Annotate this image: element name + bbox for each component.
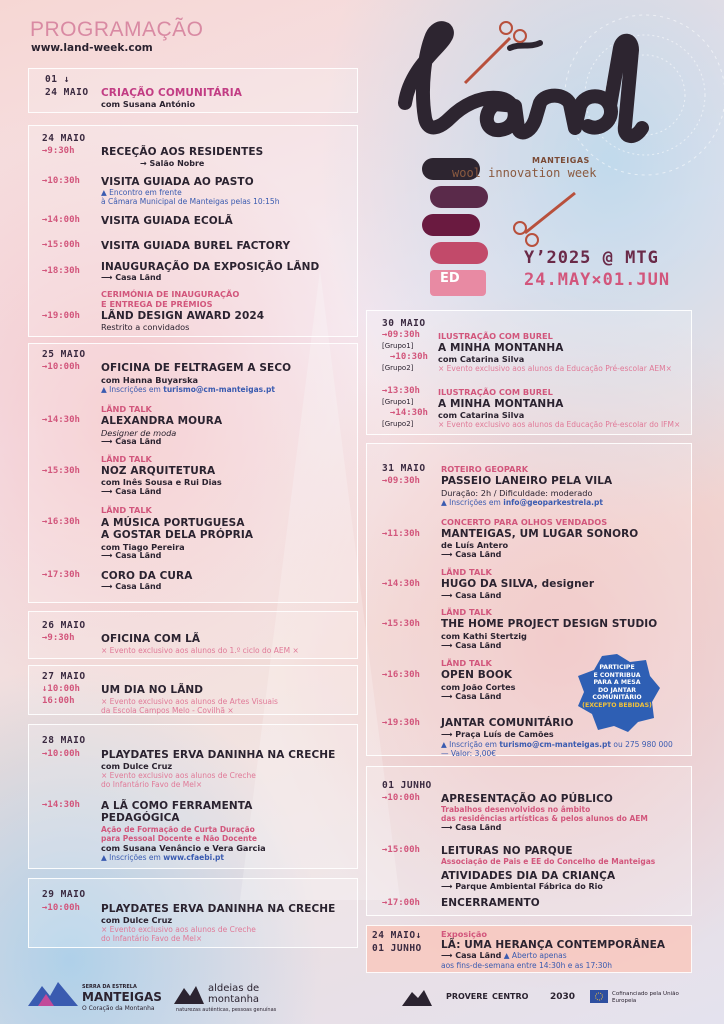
event-title: LÃND DESIGN AWARD 2024 — [101, 310, 265, 322]
event-time: →18:30h — [42, 266, 80, 276]
event-title: OFICINA COM LÃ — [101, 633, 201, 645]
event-time: →10:00h — [42, 903, 80, 913]
event-location: ⟶ Casa Lãnd — [101, 551, 162, 560]
event-category: ILUSTRAÇÃO COM BUREL — [438, 387, 553, 397]
event-category: LÃND TALK — [441, 607, 492, 617]
event-title: UM DIA NO LÃND — [101, 684, 204, 696]
event-title: VISITA GUIADA BUREL FACTORY — [101, 240, 291, 252]
event-detail: Duração: 2h / Dificuldade: moderado — [441, 488, 593, 498]
event-note: × Evento exclusivo aos alunos de Creche — [101, 771, 256, 780]
event-category: LÃND TALK — [101, 404, 152, 414]
event-time: →14:30h — [42, 415, 80, 425]
event-time: →10:00h — [382, 793, 420, 803]
event-category: CERIMÓNIA DE INAUGURAÇÃO — [101, 289, 240, 299]
event-price: — Valor: 3,00€ — [441, 749, 497, 758]
event-location: ⟶ Casa Lãnd — [101, 273, 162, 282]
event-title: VISITA GUIADA ECOLÃ — [101, 215, 233, 227]
event-category: CONCERTO PARA OLHOS VENDADOS — [441, 517, 608, 527]
event-location: ⟶ Casa Lãnd — [101, 437, 162, 446]
event-time: →09:30h — [382, 476, 420, 486]
event-time: →17:30h — [42, 570, 80, 580]
event-time: →15:00h — [382, 845, 420, 855]
event-note — [441, 498, 603, 507]
event-title: ENCERRAMENTO — [441, 897, 540, 909]
inscription-label: ▲ Inscrições em — [101, 853, 161, 862]
event-category: Exposição — [441, 929, 488, 939]
event-title: PLAYDATES ERVA DANINHA NA CRECHE — [101, 903, 336, 915]
event-location: ⟶ Casa Lãnd — [441, 951, 502, 960]
badge-line: DO JANTAR — [597, 686, 637, 694]
event-location-row — [441, 951, 567, 960]
event-title: THE HOME PROJECT DESIGN STUDIO — [441, 618, 658, 630]
badge-line: COMUNITÁRIO — [592, 694, 642, 701]
event-time: →10:30h — [42, 176, 80, 186]
event-host: de Luís Antero — [441, 540, 509, 550]
event-time: →14:30h — [382, 579, 420, 589]
badge-line: E CONTRIBUA — [593, 671, 641, 679]
event-title: A MINHA MONTANHA — [438, 342, 564, 354]
event-title: JANTAR COMUNITÁRIO — [441, 717, 574, 729]
aldeias-logo-name: montanha — [208, 994, 260, 1005]
event-category: para Pessoal Docente e Não Docente — [101, 834, 257, 843]
event-host: Designer de moda — [101, 428, 177, 438]
event-host: com Hanna Buyarska — [101, 375, 199, 385]
event-time: →15:30h — [382, 619, 420, 629]
inscription-label: ▲ Inscrições em — [101, 385, 161, 394]
event-time: →19:00h — [42, 311, 80, 321]
inscription-label: ▲ Inscrição em — [441, 740, 497, 749]
event-host: com Susana Venâncio e Vera Garcia — [101, 843, 266, 853]
partner-mountain-logo — [402, 988, 432, 1006]
event-time: →9:30h — [42, 633, 75, 643]
event-location: ⟶ Casa Lãnd — [101, 582, 162, 591]
event-category: LÃND TALK — [101, 454, 152, 464]
event-note: × Evento exclusivo aos alunos da Educação Pré-escolar AEM× — [438, 364, 672, 373]
event-title: A MINHA MONTANHA — [438, 398, 564, 410]
event-location: → Salão Nobre — [140, 159, 205, 168]
badge-line: PARA A MESA — [593, 679, 641, 686]
event-title: OFICINA DE FELTRAGEM A SECO — [101, 362, 292, 374]
event-title: RECEÇÃO AOS RESIDENTES — [101, 146, 264, 158]
event-time: →11:30h — [382, 529, 420, 539]
event-host: com Inês Sousa e Rui Dias — [101, 477, 222, 487]
partner-eu-text: Cofinanciado pela União Europeia — [612, 991, 679, 1004]
event-host: com Kathi Stertzig — [441, 631, 527, 641]
day-label: 01 JUNHO — [382, 780, 432, 791]
event-host: com Susana António — [101, 99, 196, 109]
event-title: LÃ: UMA HERANÇA CONTEMPORÂNEA — [441, 939, 666, 951]
event-group: [Grupo2] — [382, 364, 414, 372]
event-time: →17:00h — [382, 898, 420, 908]
day-label: 24 MAIO — [42, 133, 86, 144]
event-location: ⟶ Casa Lãnd — [441, 692, 502, 701]
event-note: × Evento exclusivo aos alunos da Educação Pré-escolar do IFM× — [438, 420, 681, 429]
event-title: ATIVIDADES DIA DA CRIANÇA — [441, 870, 616, 882]
event-location: ⟶ Casa Lãnd — [441, 591, 502, 600]
day-label: 27 MAIO — [42, 671, 86, 682]
event-time: →10:00h — [42, 749, 80, 759]
event-time: →16:30h — [382, 670, 420, 680]
event-time: →13:30h — [382, 386, 420, 396]
event-host: com Catarina Silva — [438, 410, 525, 420]
inscription-link[interactable]: www.cfaebi.pt — [163, 853, 225, 862]
event-title: LEITURAS NO PARQUE — [441, 845, 573, 857]
manteigas-logo-top: SERRA DA ESTRELA — [82, 984, 137, 990]
event-time: →10:00h — [42, 362, 80, 372]
event-note: à Câmara Municipal de Manteigas pelas 10:15h — [101, 197, 280, 206]
event-time: →19:30h — [382, 718, 420, 728]
event-title: PEDAGÓGICA — [101, 812, 180, 824]
event-host: com João Cortes — [441, 682, 516, 692]
event-note — [101, 853, 224, 862]
day-label: 26 MAIO — [42, 620, 86, 631]
manteigas-logo-name: MANTEIGAS — [82, 990, 162, 1004]
aldeias-logo-sub: naturezas autênticas, pessoas genuínas — [176, 1007, 277, 1013]
event-detail: das residências artísticas & pelos alunos do AEM — [441, 814, 648, 823]
event-title: A MÚSICA PORTUGUESA — [101, 517, 245, 529]
event-time: ↓10:00h — [42, 684, 80, 694]
event-detail: Trabalhos desenvolvidos no âmbito — [441, 805, 591, 814]
day-label: 31 MAIO — [382, 463, 426, 474]
event-time: →15:30h — [42, 466, 80, 476]
event-group: [Grupo2] — [382, 420, 414, 428]
day-label: 24 MAIO — [45, 87, 89, 98]
event-title: A LÃ COMO FERRAMENTA — [101, 800, 253, 812]
event-time: →14:30h — [390, 408, 428, 418]
event-time: 16:00h — [42, 696, 75, 706]
day-label: 28 MAIO — [42, 735, 86, 746]
event-group: [Grupo1] — [382, 342, 414, 350]
event-time: →15:00h — [42, 240, 80, 250]
page-title: PROGRAMAÇÃO — [30, 18, 204, 41]
event-location: ⟶ Casa Lãnd — [441, 641, 502, 650]
partner-centro: CENTRO — [492, 992, 529, 1001]
event-note: aos fins-de-semana entre 14:30h e as 17:30h — [441, 961, 613, 970]
event-title: PASSEIO LANEIRO PELA VILA — [441, 475, 613, 487]
manteigas-logo-sub: O Coração da Montanha — [82, 1005, 155, 1012]
event-time: →14:30h — [42, 800, 80, 810]
event-detail: Associação de Pais e EE do Concelho de Manteigas — [441, 857, 656, 866]
event-note: do Infantário Favo de Mel× — [101, 934, 203, 943]
day-label: 25 MAIO — [42, 349, 86, 360]
brand-city: MANTEIGAS — [532, 156, 590, 165]
event-time: →9:30h — [42, 146, 75, 156]
event-note: ▲ Aberto apenas — [503, 951, 567, 960]
event-note: × Evento exclusivo aos alunos de Artes Visuais — [101, 697, 278, 706]
event-location: ⟶ Praça Luís de Camões — [441, 730, 554, 739]
event-host: com Catarina Silva — [438, 354, 525, 364]
partner-2030: 2030 — [550, 992, 576, 1002]
event-category: E ENTREGA DE PRÉMIOS — [101, 299, 213, 309]
event-host: com Dulce Cruz — [101, 915, 173, 925]
event-title: NOZ ARQUITETURA — [101, 465, 216, 477]
event-host: com Dulce Cruz — [101, 761, 173, 771]
day-label: 24 MAIO↓ — [372, 930, 422, 941]
event-title: PLAYDATES ERVA DANINHA NA CRECHE — [101, 749, 336, 761]
event-time: →09:30h — [382, 330, 420, 340]
inscription-label: ▲ Inscrições em — [441, 498, 501, 507]
event-title: ALEXANDRA MOURA — [101, 415, 223, 427]
event-title: HUGO DA SILVA, designer — [441, 578, 595, 590]
inscription-email[interactable]: turismo@cm-manteigas.pt — [163, 385, 275, 394]
event-title: INAUGURAÇÃO DA EXPOSIÇÃO LÃND — [101, 261, 320, 273]
badge-line: PARTICIPE — [599, 664, 635, 671]
inscription-email[interactable]: turismo@cm-manteigas.pt — [499, 740, 611, 749]
event-note: Restrito a convidados — [101, 322, 190, 332]
brand-dates: 24.MAY×01.JUN — [524, 270, 671, 290]
event-location: ⟶ Casa Lãnd — [441, 550, 502, 559]
event-time: →16:30h — [42, 517, 80, 527]
event-category: LÃND TALK — [441, 658, 492, 668]
event-title: CRIAÇÃO COMUNITÁRIA — [101, 87, 243, 99]
event-title: OPEN BOOK — [441, 669, 513, 681]
event-time: →14:00h — [42, 215, 80, 225]
event-note: do Infantário Favo de Mel× — [101, 780, 203, 789]
event-title: MANTEIGAS, UM LUGAR SONORO — [441, 528, 639, 540]
event-category: ROTEIRO GEOPARK — [441, 464, 529, 474]
day-label: 01 JUNHO — [372, 943, 422, 954]
brand-edition: ED — [440, 271, 460, 286]
inscription-phone: ou 275 980 000 — [613, 740, 673, 749]
event-category: Ação de Formação de Curta Duração — [101, 825, 255, 834]
event-group: [Grupo1] — [382, 398, 414, 406]
event-host: com Tiago Pereira — [101, 542, 185, 552]
partner-provere: PROVERE — [446, 992, 488, 1001]
brand-year: Y’2025 @ MTG — [524, 248, 659, 268]
event-note: × Evento exclusivo aos alunos de Creche — [101, 925, 256, 934]
event-title: VISITA GUIADA AO PASTO — [101, 176, 254, 188]
mountain-icon — [28, 980, 78, 1006]
event-category: ILUSTRAÇÃO COM BUREL — [438, 331, 553, 341]
event-title: APRESENTAÇÃO AO PÚBLICO — [441, 793, 613, 805]
day-label: 29 MAIO — [42, 889, 86, 900]
inscription-email[interactable]: info@geoparkestrela.pt — [503, 498, 603, 507]
event-note — [101, 385, 275, 394]
day-label: 30 MAIO — [382, 318, 426, 329]
badge-line: (EXCEPTO BEBIDAS) — [582, 701, 652, 709]
event-category: LÃND TALK — [101, 505, 152, 515]
event-note: × Evento exclusivo aos alunos do 1.º ciclo do AEM × — [101, 646, 299, 655]
event-title: A GOSTAR DELA PRÓPRIA — [101, 529, 254, 541]
event-note — [441, 740, 673, 749]
event-location: ⟶ Casa Lãnd — [101, 487, 162, 496]
badge-community-dinner — [580, 664, 654, 709]
website-url[interactable]: www.land-week.com — [31, 42, 153, 54]
event-title: CORO DA CURA — [101, 570, 193, 582]
brand-tagline: wool innovation week — [452, 166, 597, 180]
event-location: ⟶ Casa Lãnd — [441, 823, 502, 832]
aldeias-mountain-icon — [174, 984, 204, 1004]
event-note: ▲ Encontro em frente — [101, 188, 182, 197]
day-label: 01 ↓ — [45, 74, 70, 85]
event-location: ⟶ Parque Ambiental Fábrica do Rio — [441, 882, 603, 891]
event-note: da Escola Campos Melo - Covilhã × — [101, 706, 234, 715]
eu-flag-icon — [590, 990, 608, 1003]
event-time: →10:30h — [390, 352, 428, 362]
event-category: LÃND TALK — [441, 567, 492, 577]
aldeias-logo-name: aldeias de — [208, 983, 260, 994]
